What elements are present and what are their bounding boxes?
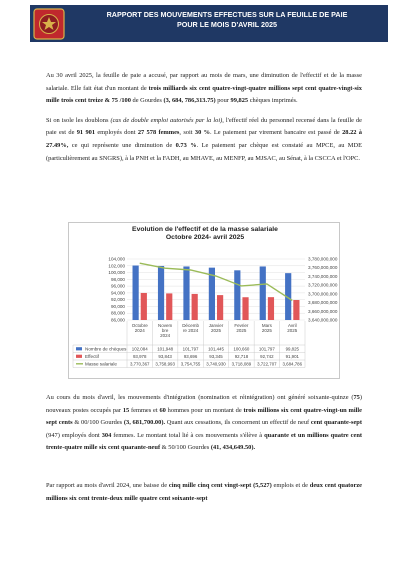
table-value: 101,948 xyxy=(157,346,174,352)
y-left-tick-label: 96,000 xyxy=(110,283,125,289)
y-left-tick-label: 94,000 xyxy=(110,290,125,296)
table-value: 93,696 xyxy=(183,353,198,359)
y-left-tick-label: 100,000 xyxy=(108,270,125,276)
bold-text: (3, 684, 786,313.75) xyxy=(163,97,216,105)
x-category-label: 2025 xyxy=(261,328,272,333)
paragraph-personnel xyxy=(46,115,362,165)
legend-label: Nombre de chèques xyxy=(85,346,127,352)
bar-effectif xyxy=(242,297,248,320)
table-value: 93,843 xyxy=(158,353,172,359)
text-run: . Le paiement par virement bancaire est passé de xyxy=(209,129,343,137)
table-value: 91,901 xyxy=(285,353,300,359)
x-category-label: Fevrier xyxy=(234,323,249,328)
legend-key-1 xyxy=(76,355,82,358)
y-right-tick-label: 3,720,000,000 xyxy=(308,282,338,288)
bold-text: 0.73 % xyxy=(175,141,197,149)
table-value: 3,740,930 xyxy=(206,361,226,367)
text-run: employés dont xyxy=(95,129,138,137)
bold-text: cinq mille cinq cent vingt-sept (5,527) xyxy=(168,482,272,489)
table-value: 101,797 xyxy=(182,346,199,352)
text-run: Au 30 avril 2025, la feuille de paie a accusé, par rapport au mois de mars, une diminution de l'effectif et de la masse salariale. Elle fait état d'un montant de xyxy=(46,72,362,92)
x-category-label: 2024 xyxy=(160,333,171,338)
y-left-tick-label: 102,000 xyxy=(108,263,125,269)
bar-effectif xyxy=(141,293,147,320)
x-category-label: bre xyxy=(161,328,169,333)
table-value: 3,758,993 xyxy=(155,361,175,367)
table-value: 92,718 xyxy=(234,353,249,359)
bar-cheques xyxy=(234,270,240,320)
bold-text: trois millions six cent quatre-vingt-un mille sept cents xyxy=(46,406,362,427)
bold-text: 27 578 femmes xyxy=(137,129,180,137)
text-run: femmes. Le montant total lié à ces mouvements s'élève à xyxy=(111,431,265,439)
x-category-label: 2025 xyxy=(287,328,298,333)
report-body xyxy=(46,70,362,165)
x-category-label: 2024 xyxy=(134,328,145,333)
text-run: Par rapport au mois d'avril 2024, une baisse de xyxy=(46,482,169,489)
table-value: 3,722,707 xyxy=(257,361,277,367)
text-run: ) nouveaux postes occupés par xyxy=(46,394,362,414)
bold-text: 30 % xyxy=(194,129,210,137)
legend-key-0 xyxy=(76,347,82,350)
bar-effectif xyxy=(268,297,274,320)
text-run: Quant aux cessations, ils concernent un effectif de neuf xyxy=(165,419,311,427)
y-left-tick-label: 98,000 xyxy=(110,276,125,282)
text-run: , l'effectif réel du personnel recensé dans la feuille de paie est de xyxy=(46,116,362,137)
y-left-tick-label: 90,000 xyxy=(110,303,125,309)
text-run: chèques imprimés. xyxy=(248,97,298,105)
paragraph-comparison xyxy=(46,480,362,505)
text-run: , soit xyxy=(179,129,195,137)
bold-text: cent quarante-sept xyxy=(310,419,362,427)
table-value: 101,797 xyxy=(258,346,275,352)
report-title xyxy=(68,10,386,30)
x-category-label: Avril xyxy=(287,323,297,328)
bold-text: (41, 434,649.50). xyxy=(210,444,256,452)
x-category-label: Janvier xyxy=(208,323,224,328)
report-title-line1: RAPPORT DES MOUVEMENTS EFFECTUES SUR LA FEUILLE DE PAIE xyxy=(106,10,348,19)
text-run: femmes et xyxy=(129,406,160,414)
bold-text: (3, 681,700.00). xyxy=(123,419,166,427)
text-run: & 50/100 Gourdes xyxy=(160,444,211,452)
y-right-tick-label: 3,680,000,000 xyxy=(308,300,338,306)
chart-canvas xyxy=(69,223,341,380)
table-value: 3,754,755 xyxy=(180,361,201,367)
table-value: 93,978 xyxy=(132,353,147,359)
bar-cheques xyxy=(260,266,266,320)
chart-title: Evolution de l'effectif et de la masse salariale xyxy=(132,226,278,233)
table-value: 101,445 xyxy=(208,346,224,352)
y-left-tick-label: 88,000 xyxy=(110,310,125,316)
bold-text: 304 xyxy=(101,431,112,439)
chart-subtitle: Octobre 2024- avril 2025 xyxy=(165,234,245,242)
bold-text: trois milliards six cent quatre-vingt-quatre millions sept cent quatre-vingt-six mille trois cent treize & 75 /100 xyxy=(46,84,362,105)
x-category-label: Mars xyxy=(261,323,272,328)
report-title-line2: POUR LE MOIS D'AVRIL 2025 xyxy=(176,20,278,29)
y-left-tick-label: 92,000 xyxy=(110,297,125,303)
x-category-label: 2025 xyxy=(236,328,247,333)
text-run: & 00/100 Gourdes xyxy=(72,419,124,427)
y-right-tick-label: 3,640,000,000 xyxy=(308,317,338,323)
table-value: 99,825 xyxy=(285,346,300,352)
text-run: Si on isole les doublons xyxy=(46,116,111,124)
chart-effectif-masse-salariale xyxy=(68,222,340,379)
text-run: Au cours du mois d'avril, les mouvements d'intégration (nomination et réintégration) ont généré soixante-quinze ( xyxy=(46,394,354,401)
table-value: 3,770,367 xyxy=(129,361,150,367)
institution-logo xyxy=(33,8,65,40)
bar-cheques xyxy=(158,266,164,320)
y-right-tick-label: 3,660,000,000 xyxy=(308,308,338,314)
bold-text: 15 xyxy=(122,406,130,414)
bar-effectif xyxy=(217,295,223,320)
text-run: pour xyxy=(215,97,231,105)
italic-text: (cas de double emploi autorisés par la loi) xyxy=(110,116,223,124)
report-header xyxy=(30,5,388,42)
bold-text: 28.22 à 27.49%, xyxy=(46,129,362,149)
table-value: 102,084 xyxy=(131,346,148,352)
bar-effectif xyxy=(166,293,172,320)
bold-text: deux cent quatorze millions six cent trente-deux mille quatre cent soixante-sept xyxy=(46,482,362,502)
x-category-label: re 2024 xyxy=(182,328,199,333)
paragraph-movements xyxy=(46,392,362,455)
table-value: 3,684,786 xyxy=(282,361,303,367)
bold-text: 99,825 xyxy=(230,97,249,105)
x-category-label: Octobre xyxy=(131,323,148,328)
bar-cheques xyxy=(133,265,139,320)
text-run: (947) employés dont xyxy=(46,431,102,439)
y-left-tick-label: 104,000 xyxy=(108,256,125,262)
table-value: 3,718,089 xyxy=(231,361,252,367)
x-category-label: Décemb xyxy=(182,323,199,328)
table-value: 93,345 xyxy=(209,353,223,359)
table-value: 100,660 xyxy=(233,346,250,352)
text-run: emplois et de xyxy=(271,482,310,489)
table-value: 92,742 xyxy=(260,353,274,359)
y-right-tick-label: 3,760,000,000 xyxy=(308,265,338,271)
bold-text: 60 xyxy=(159,406,166,414)
bold-text: 91 901 xyxy=(76,129,96,137)
paragraph-summary xyxy=(46,70,362,108)
y-left-tick-label: 86,000 xyxy=(110,317,125,323)
text-run: . Le paiement par chèque est constaté au MPCE, au MDE (particulièrement au SNGRS), à la PNH et la FADH, au MHAVE, au MENFP, au MJSAC, au Sénat, à la CSCCA et l'OPC. xyxy=(46,141,362,162)
x-category-label: 2025 xyxy=(210,328,222,333)
text-run: ce qui représente une diminution de xyxy=(68,141,176,149)
bar-effectif xyxy=(293,300,299,320)
y-right-tick-label: 3,700,000,000 xyxy=(308,291,338,297)
text-run: de Gourdes xyxy=(130,97,164,105)
y-right-tick-label: 3,740,000,000 xyxy=(308,273,338,279)
bold-text: quarante et un millions quatre cent trente-quatre mille six cent quarante-neuf xyxy=(46,431,362,452)
text-run: hommes pour un montant de xyxy=(165,406,244,414)
bar-cheques xyxy=(183,266,189,320)
bar-effectif xyxy=(192,294,198,320)
y-right-tick-label: 3,780,000,000 xyxy=(308,256,338,262)
legend-label: Effectif xyxy=(85,353,99,359)
x-category-label: Novem xyxy=(158,323,173,328)
legend-label: Masse salariale xyxy=(85,361,117,367)
bold-text: 75 xyxy=(353,394,360,401)
